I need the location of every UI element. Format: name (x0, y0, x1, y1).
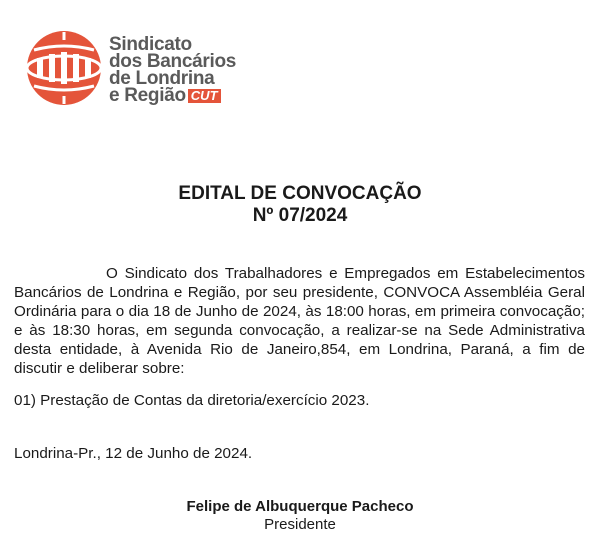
cut-badge: CUT (188, 89, 221, 103)
union-globe-logo-icon (24, 28, 104, 108)
union-name-line-4-text: e Região (109, 85, 186, 106)
place-date: Londrina-Pr., 12 de Junho de 2024. (14, 445, 253, 462)
notice-body: O Sindicato dos Trabalhadores e Empregados em Estabelecimentos Bancários de Londrina e Região, por seu presidente, CONVOCA Assembléia Geral Ordinária para o dia 18 de Junho de 2024, às 18:00 horas, em primeira convocação; e às 18:30 horas, em segunda convocação, a realizar-se na Sede Administrativa desta entidade, à Avenida Rio de Janeiro,854, em Londrina, Paraná, a fim de discutir e deliberar sobre: (14, 265, 585, 377)
union-name-line-2: dos Bancários (109, 51, 237, 72)
union-name (109, 36, 236, 104)
notice-title-block (0, 183, 600, 227)
union-name-line-3: de Londrina (109, 68, 215, 89)
union-name-line-1: Sindicato (109, 34, 192, 55)
union-header (24, 28, 264, 108)
agenda-item: 01) Prestação de Contas da diretoria/exercício 2023. (14, 392, 370, 409)
signature-block (0, 498, 600, 534)
signer-name: Felipe de Albuquerque Pacheco (186, 498, 414, 515)
signer-role: Presidente (264, 516, 336, 533)
union-name-line-4 (109, 87, 236, 104)
notice-number: Nº 07/2024 (252, 205, 348, 226)
notice-title: EDITAL DE CONVOCAÇÃO (178, 183, 422, 204)
